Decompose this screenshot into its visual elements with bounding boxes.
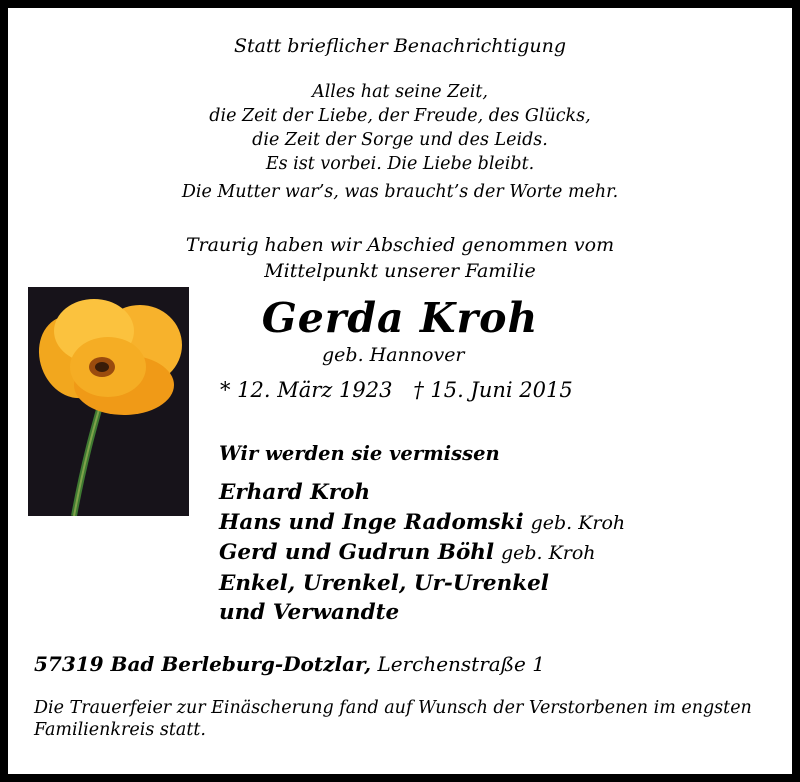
mourner-note: geb. Kroh (500, 542, 596, 564)
miss-heading: Wir werden sie vermissen (219, 442, 500, 465)
intro-line: Mittelpunkt unserer Familie (264, 260, 536, 282)
address-city: 57319 Bad Berleburg-Dotzlar, (34, 652, 372, 676)
life-dates (220, 378, 573, 402)
mourner-note: geb. Kroh (530, 511, 626, 534)
poppy-photo (28, 287, 189, 516)
poem-line: Es ist vorbei. Die Liebe bleibt. (265, 154, 535, 174)
poem-line: die Zeit der Sorge und des Leids. (252, 130, 548, 150)
mourners-list (219, 478, 625, 628)
poem-line: Alles hat seine Zeit, (312, 82, 488, 102)
mourner-name: und Verwandte (219, 600, 400, 625)
mourner-name: Gerd und Gudrun Böhl (219, 540, 495, 565)
mourner (219, 569, 625, 599)
footer-note: Die Trauerfeier zur Einäscherung fand auf Wunsch der Verstorbenen im engsten Familienkreis statt. (34, 698, 752, 740)
death-date: † 15. Juni 2015 (413, 378, 573, 402)
intro-text (8, 232, 792, 284)
motto: Die Mutter war’s, was braucht’s der Worte mehr. (181, 182, 619, 202)
address-street: Lerchenstraße 1 (377, 652, 545, 676)
poem (8, 80, 792, 176)
maiden-name: geb. Hannover (322, 344, 465, 366)
poem-line: die Zeit der Liebe, der Freude, des Glücks, (209, 106, 591, 126)
mourner-name: Erhard Kroh (219, 480, 371, 505)
deceased-name: Gerda Kroh (261, 294, 539, 342)
intro-line: Traurig haben wir Abschied genommen vom (185, 234, 615, 256)
mourner (219, 478, 625, 508)
notice-header: Statt brieflicher Benachrichtigung (233, 35, 567, 57)
mourner-name: Hans und Inge Radomski (219, 509, 524, 535)
birth-date: * 12. März 1923 (220, 378, 393, 402)
mourner (219, 508, 625, 539)
poppy-flower-icon (28, 287, 189, 516)
mourner-name: Enkel, Urenkel, Ur-Urenkel (219, 570, 549, 596)
address (34, 652, 545, 676)
mourner (219, 598, 625, 628)
mourner (219, 538, 625, 569)
